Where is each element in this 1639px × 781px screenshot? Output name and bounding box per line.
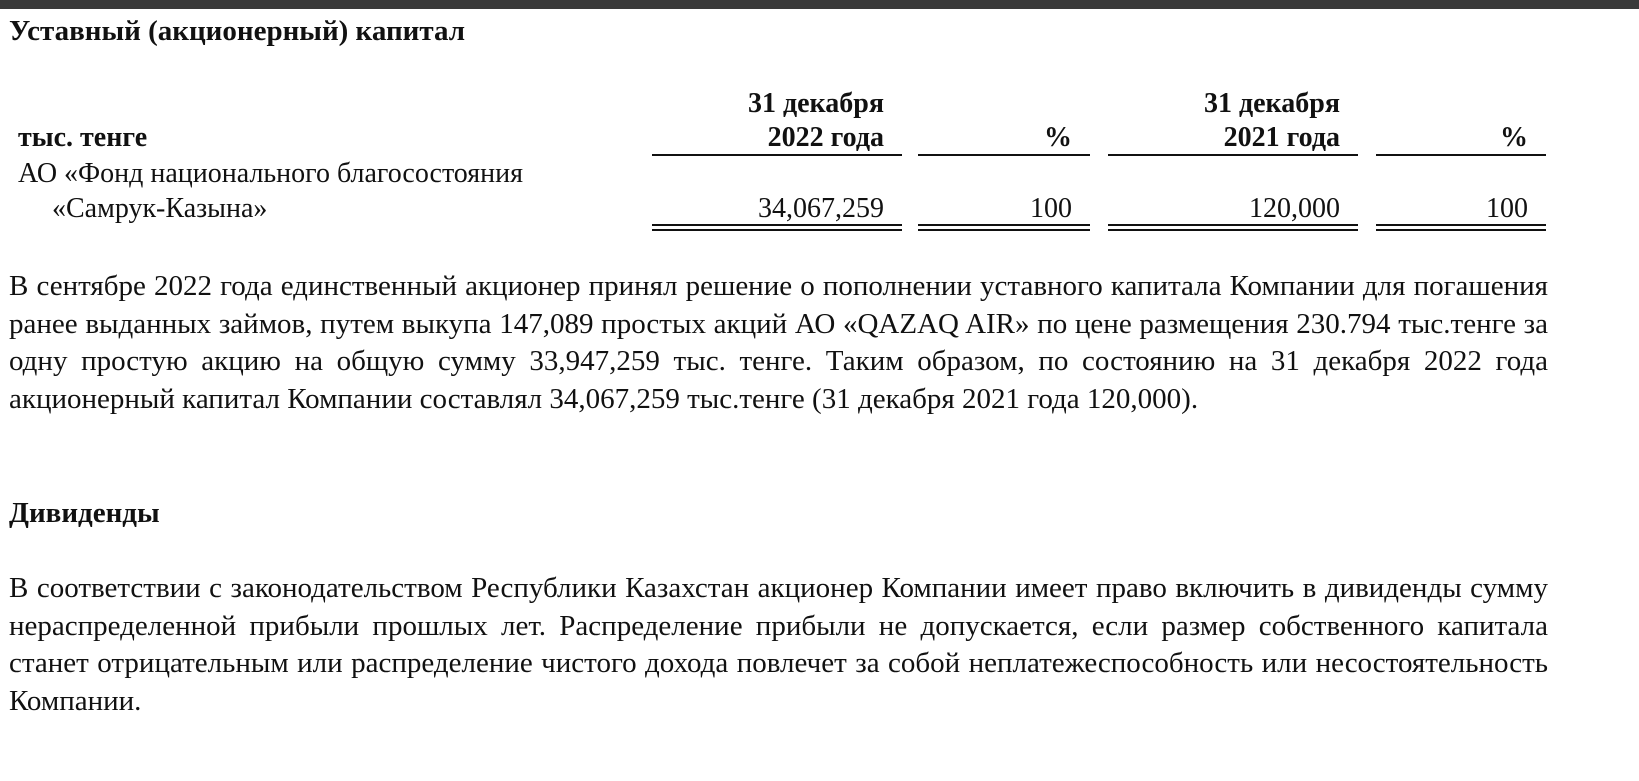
col-2022-header-line2: 2022 года	[767, 122, 884, 153]
col-2021-header-line2: 2021 года	[1223, 122, 1340, 153]
unit-label: тыс. тенге	[18, 122, 148, 153]
row-value-2021: 120,000	[1249, 193, 1340, 224]
row-value-2022: 34,067,259	[758, 193, 884, 224]
row-name-line1: АО «Фонд национального благосостояния	[18, 158, 523, 189]
row-name-line2: «Самрук-Казына»	[52, 193, 268, 224]
section-title-dividends: Дивиденды	[9, 497, 160, 529]
row-pct-2022: 100	[1030, 193, 1072, 224]
header-rule-pct-2021	[1376, 154, 1546, 156]
header-rule-pct-2022	[918, 154, 1090, 156]
col-2022-header-line1: 31 декабря	[747, 88, 884, 119]
total-double-rule-pct-2022	[918, 224, 1090, 231]
header-rule-2021	[1108, 154, 1358, 156]
col-pct-2022-header: %	[1044, 122, 1072, 153]
section-title-share-capital: Уставный (акционерный) капитал	[9, 15, 465, 47]
total-double-rule-2022	[652, 224, 902, 231]
col-2021-header-line1: 31 декабря	[1203, 88, 1340, 119]
row-pct-2021: 100	[1486, 193, 1528, 224]
total-double-rule-pct-2021	[1376, 224, 1546, 231]
window-top-bar	[0, 0, 1639, 9]
total-double-rule-2021	[1108, 224, 1358, 231]
header-rule-2022	[652, 154, 902, 156]
share-capital-paragraph: В сентябре 2022 года единственный акционер принял решение о пополнении уставного капитала Компании для погашения ранее выданных займов, путем выкупа 147,089 простых акций АО «QAZAQ AIR» по цене размещения 230.794 тыс.тенге за одну простую акцию на общую сумму 33,947,259 тыс. тенге. Таким образом, по состоянию на 31 декабря 2022 года акционерный капитал Компании составлял 34,067,259 тыс.тенге (31 декабря 2021 года 120,000).	[9, 270, 1548, 415]
col-pct-2021-header: %	[1500, 122, 1528, 153]
dividends-paragraph: В соответствии с законодательством Республики Казахстан акционер Компании имеет право включить в дивиденды сумму нераспределенной прибыли прошлых лет. Распределение прибыли не допускается, если размер собственного капитала станет отрицательным или распределение чистого дохода повлечет за собой неплатежеспособность или несостоятельность Компании.	[9, 572, 1548, 717]
